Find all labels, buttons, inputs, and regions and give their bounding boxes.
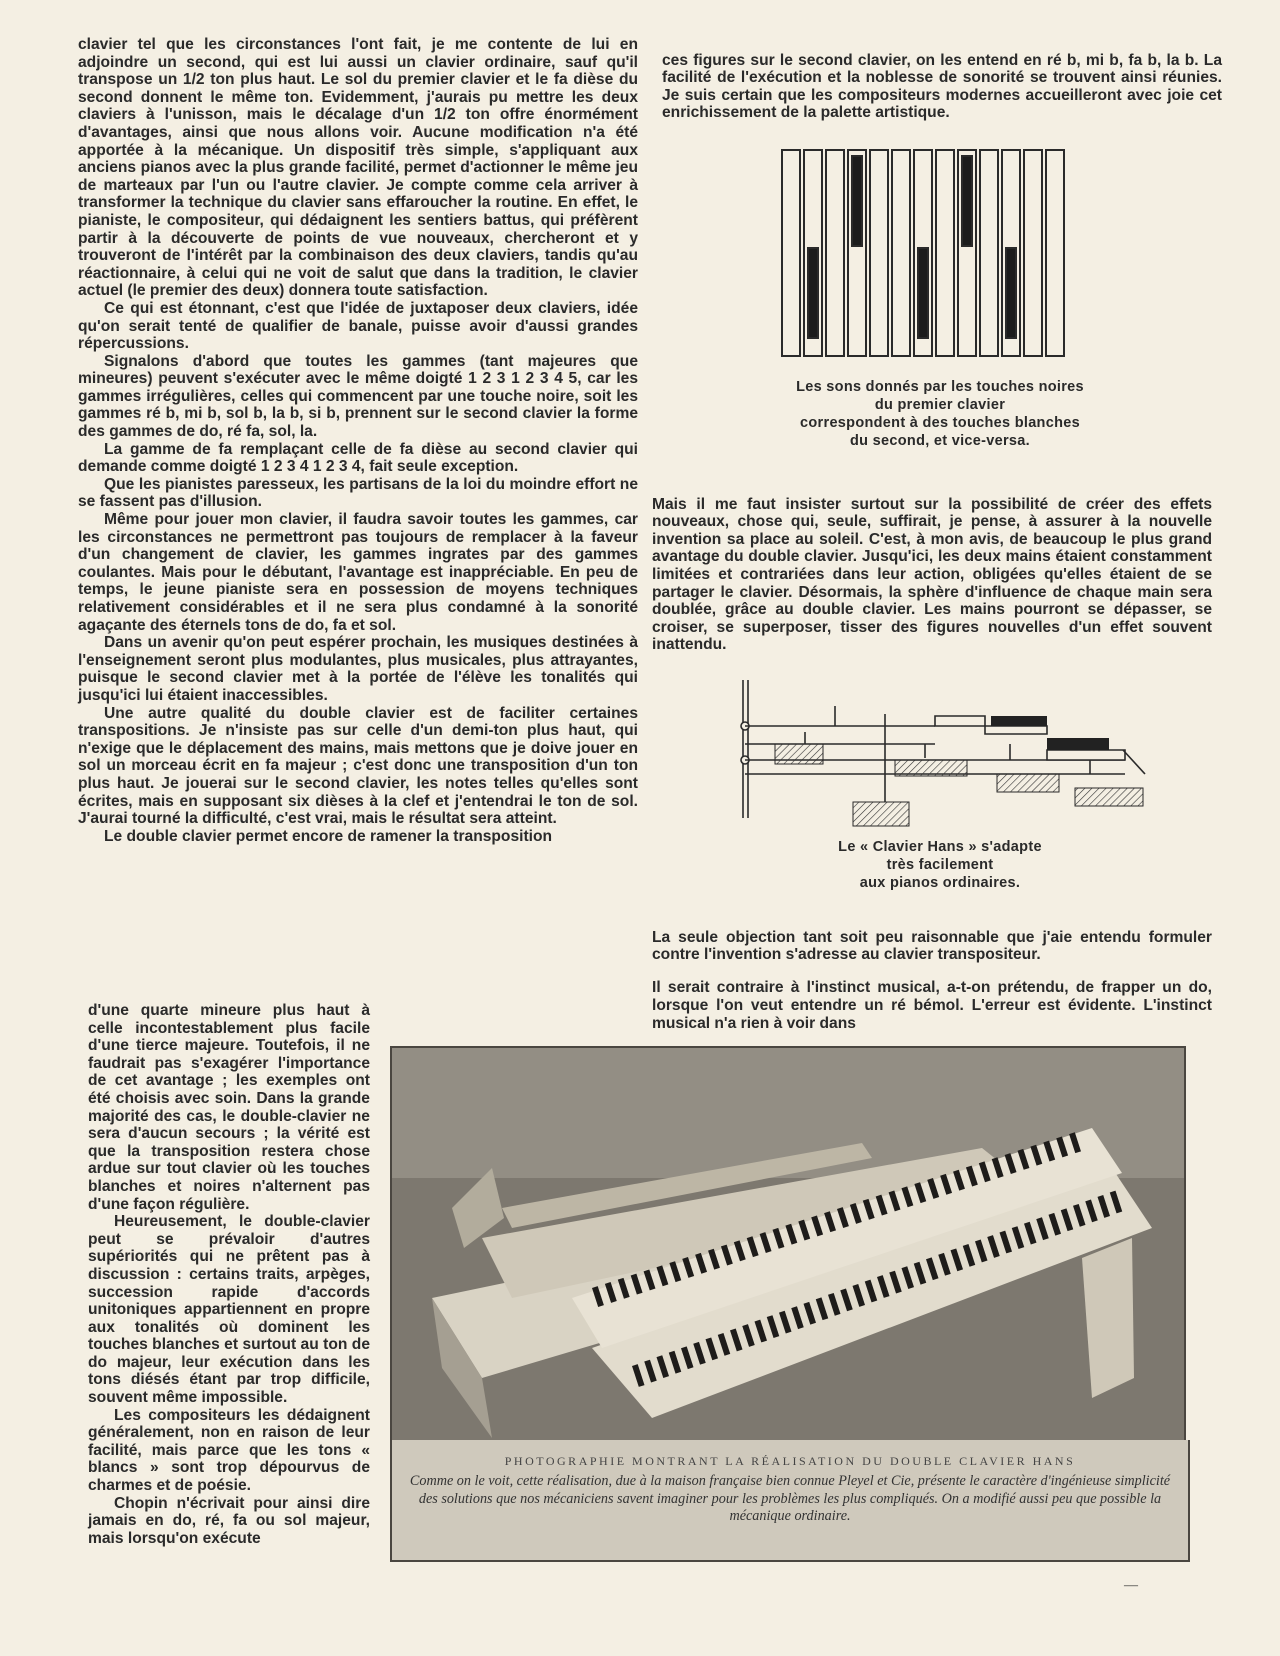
piano-key-outline [826,150,844,356]
photo-caption-title: PHOTOGRAPHIE MONTRANT LA RÉALISATION DU DOUBLE CLAVIER HANS [504,1454,1076,1468]
caption-line: Les sons donnés par les touches noires [796,379,1084,395]
paragraph: La seule objection tant soit peu raisonnable que j'aie entendu formuler contre l'invention s'adresse au clavier transpositeur. [652,928,1212,964]
photo-caption-text: Comme on le voit, cette réalisation, due à la maison française bien connue Pleyel et Cie, présente le caractère d'ingénieuse simplicité des solutions que nos mécaniciens savent imaginer pour les problèmes les plus compliqués. On a modifié aussi peu que possible la mécanique ordinaire. [409,1473,1171,1524]
paragraph: Le double clavier permet encore de ramener la transposition [104,827,553,845]
black-key [962,156,972,246]
piano-photo-illustration [392,1048,1184,1440]
paragraph: Même pour jouer mon clavier, il faudra savoir toutes les gammes, car les circonstances ne permettront pas toujours de remplacer à la faveur d'un changement de clavier, les gammes ingrates par des gammes coulantes. Mais pour le débutant, l'avantage est inappréciable. En peu de temps, le jeune pianiste sera en possession de moyens techniques relativement considérables et il ne sera plus condamné à la sonorité agaçante des éternels tons de do, fa et sol. [78,511,638,634]
piano-key-outline [892,150,910,356]
right-column-lower [652,913,1212,1048]
paragraph: ces figures sur le second clavier, on les entend en ré b, mi b, fa b, la b. La facilité de l'exécution et la noblesse de sonorité se trouvent ainsi réunies. Je suis certain que les compositeurs modernes accueilleront avec joie cet enrichissement de la palette artistique. [662,51,1222,122]
keyboard-diagram-caption [740,378,1140,450]
paragraph: Ce qui est étonnant, c'est que l'idée de juxtaposer deux claviers, idée qu'on serait tenté de qualifier de banale, puisse avoir d'aussi grandes répercussions. [78,299,638,353]
black-key [808,248,818,338]
paragraph: La gamme de fa remplaçant celle de fa dièse au second clavier qui demande comme doigté 1 2 3 4 1 2 3 4, fait seule exception. [78,440,638,476]
piano-key-outline [1024,150,1042,356]
right-column-middle [652,480,1212,670]
paragraph: d'une quarte mineure plus haut à celle incontestablement plus facile d'une tierce majeure. Toutefois, il ne faudrait pas s'exagérer l'importance de cet avantage ; les exemples ont été choisis avec soin. Dans la grande majorité des cas, le double-clavier ne sera d'aucun secours ; la vérité est que la transposition restera chose ardue sur tout clavier où les touches blanches et noires n'alternent pas d'une façon régulière. [88,1002,370,1213]
caption-line: aux pianos ordinaires. [859,875,1021,891]
narrow-column [88,1002,370,1547]
caption-line: du second, et vice-versa. [850,433,1030,449]
paragraph: Que les pianistes paresseux, les partisans de la loi du moindre effort ne se fassent pas d'illusion. [78,475,638,511]
black-key [1006,248,1016,338]
keyboard-diagram [780,148,1080,360]
right-column-top [662,36,1222,138]
paragraph: Une autre qualité du double clavier est de faciliter certaines transpositions. Je n'insiste pas sur celle d'un demi-ton plus haut, qui n'exige que le déplacement des mains, mais mettons que je doive jouer en sol un morceau écrit en fa majeur ; c'est donc une transposition d'un ton plus haut. Je jouerai sur le second clavier, les notes telles qu'elles sont écrites, mais en supposant six dièses à la clef et j'entendrai le ton de sol. J'aurai tourné la difficulté, c'est vrai, mais le résultat sera atteint. [78,704,638,828]
left-column [78,36,638,845]
piano-key-outline [980,150,998,356]
piano-key-outline [1046,150,1064,356]
piano-key-outline [936,150,954,356]
black-key [852,156,862,246]
paragraph: Heureusement, le double-clavier peut se prévaloir d'autres supériorités qui ne prêtent pas à discussion : certains traits, arpèges, succession rapide d'accords unitoniques appartiennent en propre aux tonalités où dominent les touches blanches et surtout au ton de do majeur, leur exécution dans les tons diésés étant par trop difficile, souvent même impossible. [88,1213,370,1407]
paragraph: Les compositeurs les dédaignent généralement, non en raison de leur facilité, mais parce que les tons « blancs » sont trop dépourvus de charmes et de poésie. [88,1406,370,1495]
caption-line: correspondent à des touches blanches [800,415,1080,431]
photo-caption-box [390,1440,1190,1562]
paragraph: Dans un avenir qu'on peut espérer prochain, les musiques destinées à l'enseignement seront plus modulantes, plus musicales, plus attrayantes, puisque le second clavier met à la portée de l'élève les tonalités qui jusqu'ici lui étaient inaccessibles. [78,634,638,704]
paragraph: Il serait contraire à l'instinct musical, a-t-on prétendu, de frapper un do, lorsque l'on veut entendre un ré bémol. L'erreur est évidente. L'instinct musical n'a rien à voir dans [652,979,1212,1032]
mechanism-diagram-caption [780,838,1100,892]
mechanism-diagram [735,678,1155,834]
black-key [918,248,928,338]
double-keyboard-photo [390,1046,1186,1442]
paragraph: Signalons d'abord que toutes les gammes (tant majeures que mineures) peuvent s'exécuter avec le même doigté 1 2 3 1 2 3 4 5, car les gammes irrégulières, celles qui commencent par une touche noire, soit les gammes ré b, mi b, sol b, la b, si b, prennent sur le second clavier la forme des gammes de do, ré fa, sol, la. [78,352,638,441]
paragraph: Mais il me faut insister surtout sur la possibilité de créer des effets nouveaux, chose qui, seule, suffirait, je pense, à assurer à la nouvelle invention sa place au soleil. C'est, à mon avis, de beaucoup le plus grand avantage du double clavier. Jusqu'ici, les deux mains étaient constamment limitées et contrariées dans leur action, obligées qu'elles étaient de se partager le clavier. Désormais, la sphère d'influence de chaque main sera doublée, grâce au double clavier. Les mains pourront se dépasser, se croiser, se superposer, tisser des figures nouvelles d'un effet souvent inattendu. [652,495,1212,654]
caption-line: très facilement [886,857,994,873]
caption-line: Le « Clavier Hans » s'adapte [838,839,1042,855]
piano-key-outline [782,150,800,356]
caption-line: du premier clavier [874,397,1006,413]
piano-key-outline [870,150,888,356]
paragraph: Chopin n'écrivait pour ainsi dire jamais en do, ré, fa ou sol majeur, mais lorsqu'on exécute [88,1494,370,1547]
paragraph: clavier tel que les circonstances l'ont fait, je me contente de lui en adjoindre un second, qui est lui aussi un clavier ordinaire, sauf qu'il transpose un 1/2 ton plus haut. Le sol du premier clavier et le fa dièse du second donnent le même ton. Evidemment, j'aurais pu mettre les deux claviers à l'unisson, mais le décalage d'un 1/2 ton offre énormément d'avantages, ainsi que nous allons voir. Aucune modification n'a été apportée à la mécanique. Un dispositif très simple, s'appliquant aux anciens pianos avec la plus grande facilité, permet d'actionner le même jeu de marteaux par l'un ou l'autre clavier. Je compte comme cela arriver à transformer la technique du clavier sans effaroucher la routine. En effet, le pianiste, le compositeur, qui dédaignent les sentiers battus, qui préfèrent partir à la découverte de points de vue nouveaux, chercheront et y trouveront de l'intérêt par la combinaison des deux claviers, tandis qu'au réactionnaire, à celui qui ne voit de salut que dans la tradition, le clavier actuel (le premier des deux) donnera toute satisfaction. [78,36,638,300]
page-end-mark: — [1124,1578,1138,1593]
